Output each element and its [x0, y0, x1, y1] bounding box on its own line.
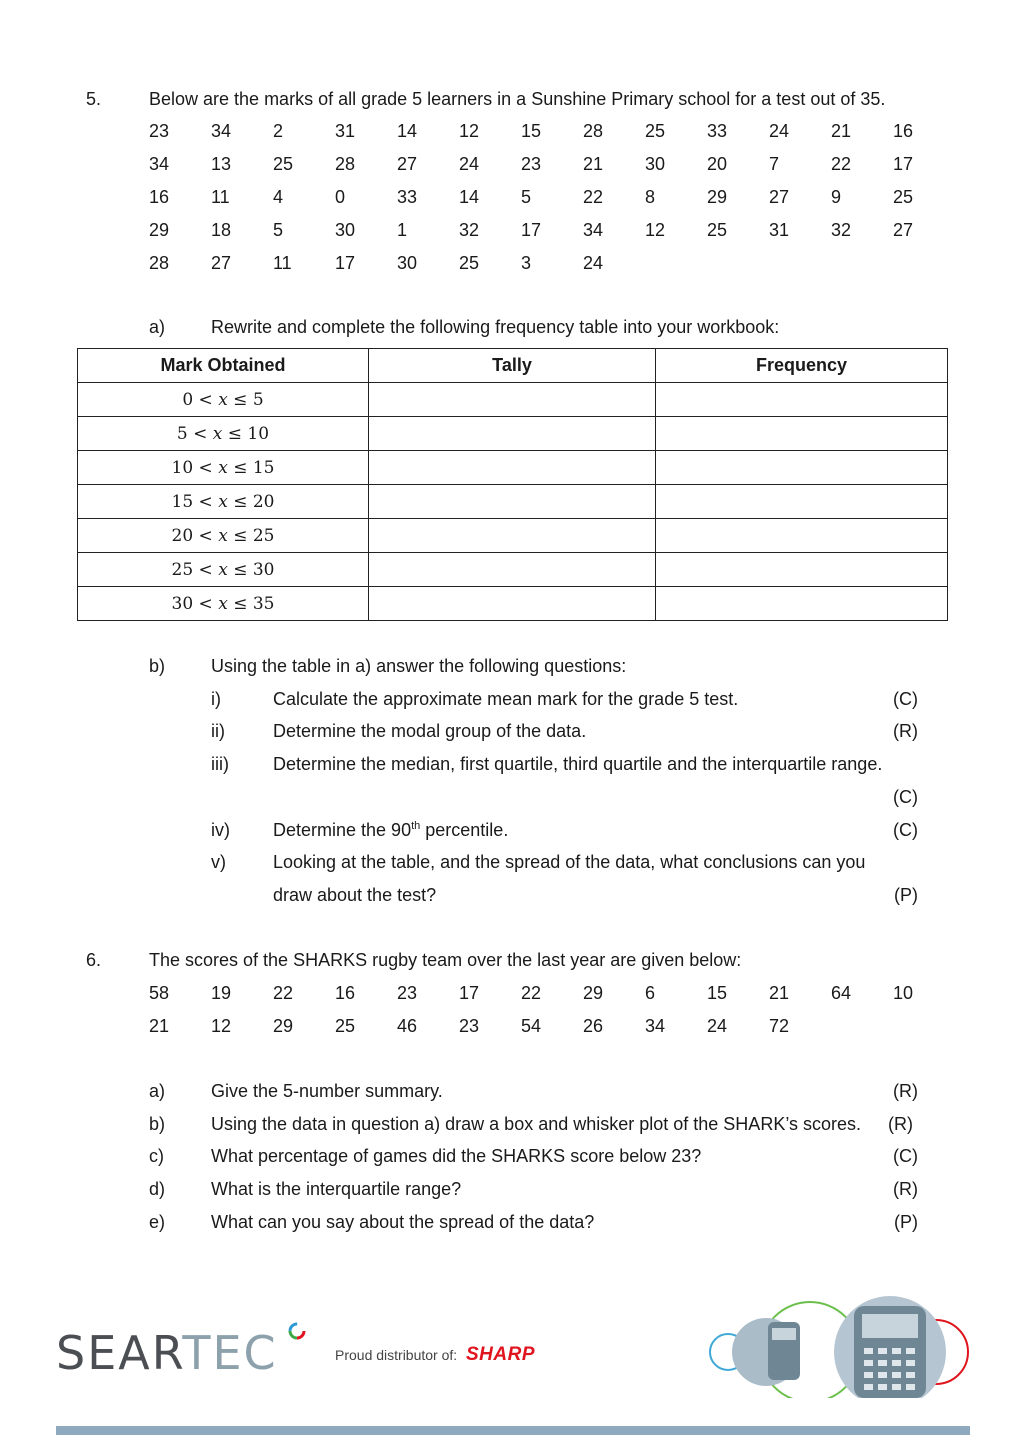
mark-value: 20 — [707, 154, 728, 174]
q5-b-iii-label: iii) — [211, 754, 229, 774]
score-value: 17 — [459, 983, 480, 1003]
q5-b-iv-mark: (C) — [893, 820, 918, 840]
score-value: 22 — [521, 983, 542, 1003]
mark-value: 25 — [645, 121, 666, 141]
q5-part-b-label: b) — [149, 656, 166, 676]
frequency-cell — [656, 587, 948, 621]
q5-b-i-mark: (C) — [893, 689, 918, 709]
mark-value: 34 — [211, 121, 232, 141]
mark-value: 8 — [645, 187, 656, 207]
mark-value: 27 — [769, 187, 790, 207]
mark-interval-cell: 5 < 𝑥 ≤ 10 — [78, 417, 369, 451]
mark-value: 12 — [645, 220, 666, 240]
mark-value: 33 — [397, 187, 418, 207]
mark-value: 12 — [459, 121, 480, 141]
score-value: 46 — [397, 1016, 418, 1036]
score-value: 16 — [335, 983, 356, 1003]
mark-value: 4 — [273, 187, 284, 207]
mark-value: 18 — [211, 220, 232, 240]
q5-b-iv-superscript: th — [411, 820, 421, 832]
table-row — [78, 485, 948, 519]
table-row — [78, 587, 948, 621]
frequency-cell — [656, 485, 948, 519]
q5-b-ii-mark: (R) — [893, 721, 918, 741]
mark-interval-cell: 15 < 𝑥 ≤ 20 — [78, 485, 369, 519]
mark-value: 34 — [583, 220, 604, 240]
header-frequency: Frequency — [656, 349, 948, 383]
q5-b-i-label: i) — [211, 689, 221, 709]
mark-value: 14 — [459, 187, 480, 207]
frequency-cell — [656, 451, 948, 485]
score-value: 24 — [707, 1016, 728, 1036]
seartec-logo — [56, 1326, 278, 1380]
mark-value: 29 — [707, 187, 728, 207]
mark-value: 11 — [273, 253, 292, 273]
mark-value: 30 — [645, 154, 666, 174]
tally-cell — [369, 485, 656, 519]
score-value: 64 — [831, 983, 852, 1003]
q6-c-text: What percentage of games did the SHARKS score below 23? — [211, 1146, 702, 1166]
mark-value: 30 — [335, 220, 356, 240]
q6-a-label: a) — [149, 1081, 166, 1101]
table-row — [78, 519, 948, 553]
mark-value: 7 — [769, 154, 780, 174]
q6-d-text: What is the interquartile range? — [211, 1179, 462, 1199]
mark-value: 5 — [273, 220, 284, 240]
mark-value: 23 — [521, 154, 542, 174]
q6-a-text: Give the 5-number summary. — [211, 1081, 443, 1101]
q5-b-iii-mark: (C) — [893, 787, 918, 807]
mark-value: 27 — [893, 220, 914, 240]
mark-interval-cell: 10 < 𝑥 ≤ 15 — [78, 451, 369, 485]
question-6-intro: The scores of the SHARKS rugby team over the last year are given below: — [149, 950, 742, 970]
mark-value: 33 — [707, 121, 728, 141]
q5-part-a-text: Rewrite and complete the following frequency table into your workbook: — [211, 317, 780, 337]
proud-distributor-text: Proud distributor of: — [335, 1347, 458, 1363]
mark-interval-cell: 25 < 𝑥 ≤ 30 — [78, 553, 369, 587]
q6-b-text: Using the data in question a) draw a box and whisker plot of the SHARK’s scores. — [211, 1114, 862, 1134]
q5-b-i-text: Calculate the approximate mean mark for the grade 5 test. — [273, 689, 739, 709]
mark-value: 17 — [893, 154, 914, 174]
tally-cell — [369, 451, 656, 485]
score-value: 22 — [273, 983, 294, 1003]
logo-text-dark: SEAR — [56, 1326, 183, 1380]
q5-b-v-text-line2: draw about the test? — [273, 885, 437, 905]
mark-value: 28 — [335, 154, 356, 174]
logo-text-light: TEC — [182, 1326, 278, 1380]
mark-value: 22 — [583, 187, 604, 207]
score-value: 10 — [893, 983, 914, 1003]
table-row — [78, 383, 948, 417]
q5-b-iv-text-post: percentile. — [420, 820, 509, 840]
header-tally: Tally — [369, 349, 656, 383]
score-value: 12 — [211, 1016, 232, 1036]
score-value: 6 — [645, 983, 656, 1003]
mark-value: 22 — [831, 154, 852, 174]
q6-e-text: What can you say about the spread of the data? — [211, 1212, 595, 1232]
q6-b-mark: (R) — [888, 1114, 913, 1134]
score-value: 21 — [769, 983, 790, 1003]
score-value: 29 — [273, 1016, 294, 1036]
mark-value: 27 — [397, 154, 418, 174]
mark-interval-cell: 0 < 𝑥 ≤ 5 — [78, 383, 369, 417]
q6-c-mark: (C) — [893, 1146, 918, 1166]
mark-value: 13 — [211, 154, 232, 174]
tally-cell — [369, 417, 656, 451]
sharp-logo: SHARP — [466, 1344, 536, 1365]
score-value: 23 — [397, 983, 418, 1003]
score-value: 29 — [583, 983, 604, 1003]
mark-value: 25 — [707, 220, 728, 240]
mark-value: 21 — [583, 154, 604, 174]
mark-value: 1 — [397, 220, 408, 240]
mark-value: 17 — [335, 253, 356, 273]
score-value: 25 — [335, 1016, 356, 1036]
mark-value: 11 — [211, 187, 230, 207]
mark-value: 34 — [149, 154, 170, 174]
q6-e-mark: (P) — [894, 1212, 918, 1232]
mark-value: 2 — [273, 121, 284, 141]
mark-value: 24 — [459, 154, 480, 174]
q5-b-ii-text: Determine the modal group of the data. — [273, 721, 587, 741]
mark-value: 16 — [893, 121, 914, 141]
q5-part-a-label: a) — [149, 317, 166, 337]
mark-interval-cell: 30 < 𝑥 ≤ 35 — [78, 587, 369, 621]
mark-value: 31 — [335, 121, 356, 141]
table-header-row — [78, 349, 948, 383]
mark-value: 0 — [335, 187, 346, 207]
score-value: 54 — [521, 1016, 542, 1036]
mark-value: 29 — [149, 220, 170, 240]
score-value: 19 — [211, 983, 232, 1003]
footer-bar — [56, 1426, 970, 1435]
score-value: 34 — [645, 1016, 666, 1036]
mark-value: 21 — [831, 121, 852, 141]
mark-value: 32 — [831, 220, 852, 240]
mark-value: 23 — [149, 121, 170, 141]
q6-e-label: e) — [149, 1212, 166, 1232]
q5-b-iv-text-pre: Determine the 90 — [273, 820, 412, 840]
tally-cell — [369, 553, 656, 587]
mark-value: 9 — [831, 187, 842, 207]
question-5-intro: Below are the marks of all grade 5 learners in a Sunshine Primary school for a test out of 35. — [149, 89, 886, 109]
mark-value: 30 — [397, 253, 418, 273]
q6-d-mark: (R) — [893, 1179, 918, 1199]
tally-cell — [369, 519, 656, 553]
q5-b-iv-label: iv) — [211, 820, 230, 840]
table-row — [78, 451, 948, 485]
score-value: 21 — [149, 1016, 170, 1036]
score-value: 23 — [459, 1016, 480, 1036]
table-row — [78, 553, 948, 587]
mark-value: 25 — [893, 187, 914, 207]
mark-value: 16 — [149, 187, 170, 207]
frequency-cell — [656, 519, 948, 553]
q5-b-v-label: v) — [211, 852, 226, 872]
mark-value: 28 — [149, 253, 170, 273]
mark-value: 28 — [583, 121, 604, 141]
q5-b-iv-text — [273, 820, 508, 841]
q5-part-b-text: Using the table in a) answer the following questions: — [211, 656, 627, 676]
mark-value: 17 — [521, 220, 542, 240]
mark-value: 24 — [769, 121, 790, 141]
q5-b-v-mark: (P) — [894, 885, 918, 905]
score-value: 15 — [707, 983, 728, 1003]
mark-value: 32 — [459, 220, 480, 240]
mark-value: 3 — [521, 253, 532, 273]
q6-b-label: b) — [149, 1114, 166, 1134]
question-6-number: 6. — [86, 950, 102, 970]
q5-b-ii-label: ii) — [211, 721, 225, 741]
logo-mark-icon — [286, 1320, 308, 1342]
mark-value: 24 — [583, 253, 604, 273]
mark-value: 25 — [459, 253, 480, 273]
mark-value: 27 — [211, 253, 232, 273]
q6-a-mark: (R) — [893, 1081, 918, 1101]
q6-c-label: c) — [149, 1146, 164, 1166]
score-value: 58 — [149, 983, 170, 1003]
header-mark-obtained: Mark Obtained — [78, 349, 369, 383]
q5-b-iii-text: Determine the median, first quartile, third quartile and the interquartile range. — [273, 754, 883, 774]
mark-value: 5 — [521, 187, 532, 207]
score-value: 72 — [769, 1016, 790, 1036]
frequency-table — [77, 348, 948, 621]
tally-cell — [369, 383, 656, 417]
frequency-cell — [656, 417, 948, 451]
mark-value: 15 — [521, 121, 542, 141]
frequency-cell — [656, 383, 948, 417]
score-value: 26 — [583, 1016, 604, 1036]
mark-value: 14 — [397, 121, 418, 141]
calculator-graphic — [706, 1296, 972, 1398]
mark-value: 25 — [273, 154, 294, 174]
frequency-cell — [656, 553, 948, 587]
mark-interval-cell: 20 < 𝑥 ≤ 25 — [78, 519, 369, 553]
table-row — [78, 417, 948, 451]
mark-value: 31 — [769, 220, 790, 240]
tally-cell — [369, 587, 656, 621]
q5-b-v-text: Looking at the table, and the spread of the data, what conclusions can you — [273, 852, 866, 872]
question-5-number: 5. — [86, 89, 102, 109]
q6-d-label: d) — [149, 1179, 166, 1199]
